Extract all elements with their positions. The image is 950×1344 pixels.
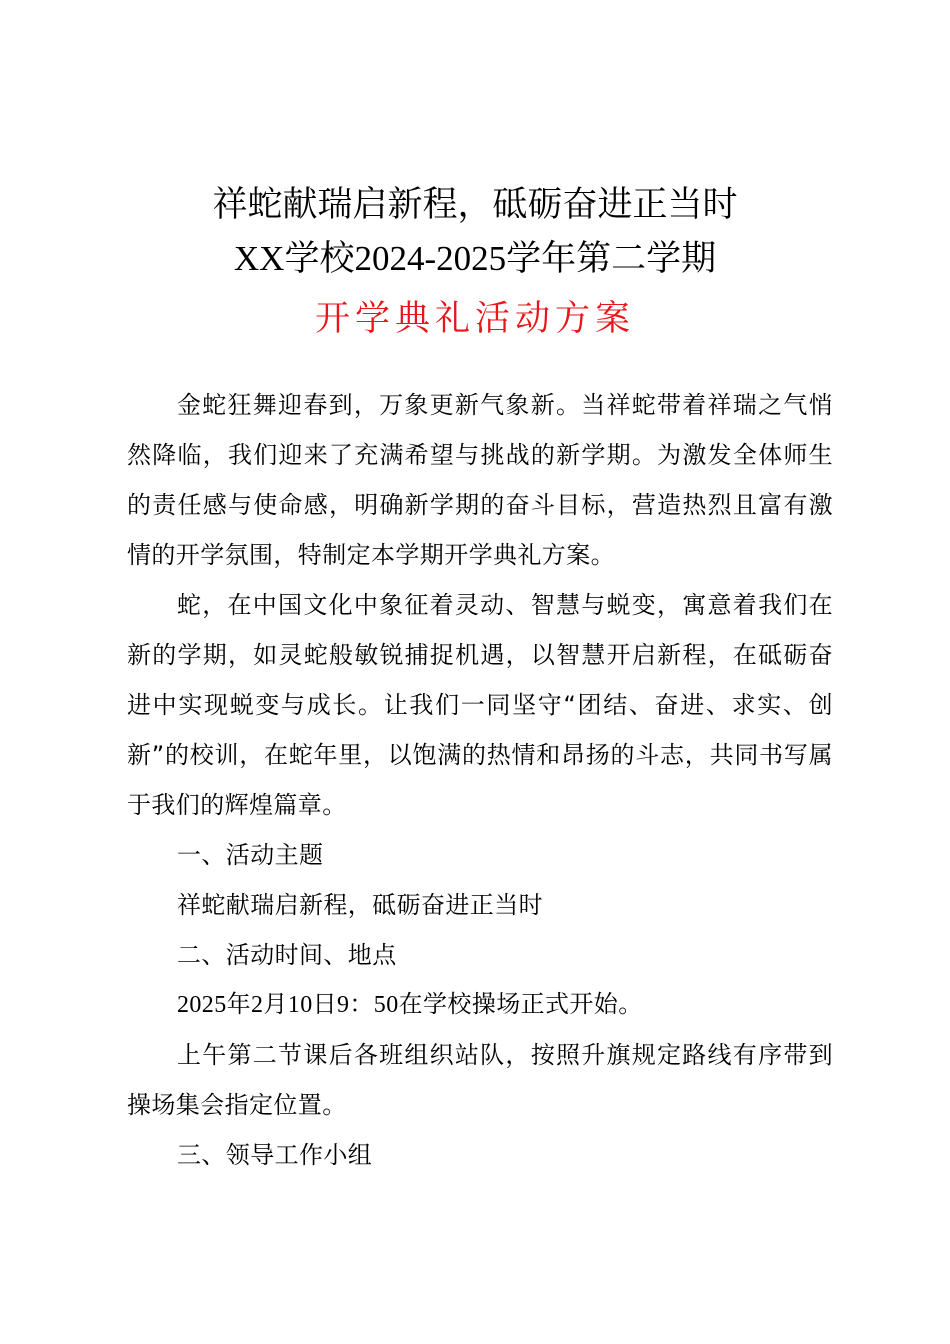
- title-slogan: 祥蛇献瑞启新程，砥砺奋进正当时: [212, 185, 738, 225]
- section-heading-time-place: 二、活动时间、地点: [177, 941, 397, 969]
- title-school-term: XX学校2024-2025学年第二学期: [233, 239, 717, 278]
- theme-text: 祥蛇献瑞启新程，砥砺奋进正当时: [177, 891, 543, 919]
- section-heading-theme: 一、活动主题: [177, 841, 324, 869]
- title-plan-name: 开学典礼活动方案: [314, 299, 635, 339]
- title-block: [0, 178, 950, 352]
- section-heading-leadership: 三、领导工作小组: [177, 1141, 373, 1169]
- document-body: [127, 380, 833, 1180]
- assembly-instructions: 上午第二节课后各班组织站队，按照升旗规定路线有序带到操场集会指定位置。: [127, 1041, 833, 1119]
- intro-paragraph: 金蛇狂舞迎春到，万象更新气象新。当祥蛇带着祥瑞之气悄然降临，我们迎来了充满希望与挑战的新学期。为激发全体师生的责任感与使命感，明确新学期的奋斗目标，营造热烈且富有激情的开学氛围，特制定本学期开学典礼方案。: [127, 391, 833, 569]
- meaning-paragraph: 蛇，在中国文化中象征着灵动、智慧与蜕变，寓意着我们在新的学期，如灵蛇般敏锐捕捉机遇，以智慧开启新程，在砥砺奋进中实现蜕变与成长。让我们一同坚守“团结、奋进、求实、创新”的校训，在蛇年里，以饱满的热情和昂扬的斗志，共同书写属于我们的辉煌篇章。: [127, 591, 833, 819]
- time-place-text: 2025年2月10日9：50在学校操场正式开始。: [177, 992, 643, 1018]
